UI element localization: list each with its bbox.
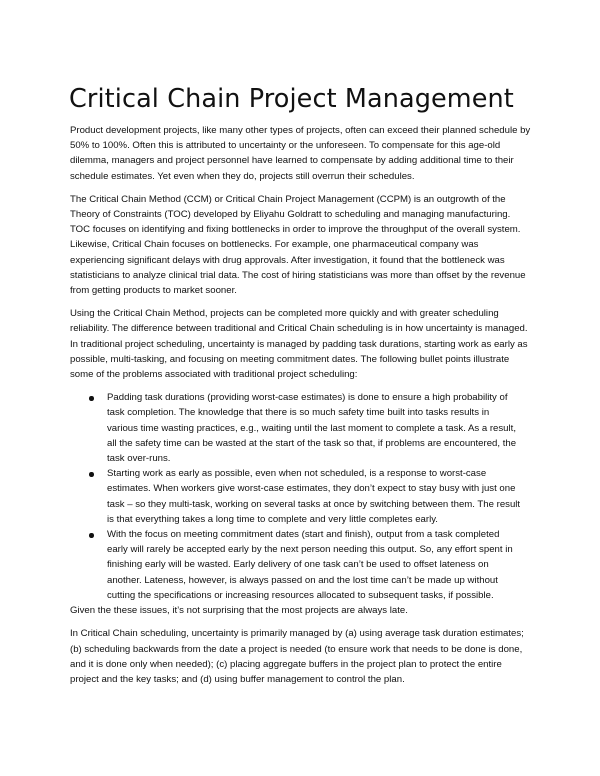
ccm-definition-paragraph: The Critical Chain Method (CCM) or Critical Chain Project Management (CCPM) is an outgrowth of the Theory of Constraints (TOC) developed by Eliyahu Goldratt to scheduling and managing manufacturing. TOC focuses on identifying and fixing bottlenecks in order to improve the throughput of the overall system. Likewise, Critical Chain focuses on bottlenecks. For example, one pharmaceutical company was experiencing significant delays with drug approvals. After investigation, it found that the bottleneck was statisticians to analyze clinical trial data. The cost of hiring statisticians was more than offset by the revenue from getting products to market sooner.: [70, 193, 526, 297]
document-page: [70, 0, 532, 687]
bullet-text: Padding task durations (providing worst-case estimates) is done to ensure a high probability of task completion. The knowledge that there is so much safety time built into tasks results in various time wasting practices, e.g., waiting until the last moment to complete a task. As a result, all the safety time can be wasted at the start of the task so that, if problems are encountered, the task over-runs.: [107, 392, 517, 465]
bullet-icon: [89, 533, 94, 538]
bullet-item-padding: [107, 390, 521, 466]
bullet-icon: [89, 472, 94, 477]
bullet-text: Starting work as early as possible, even when not scheduled, is a response to worst-case estimates. When workers give worst-case estimates, they don’t expect to stay busy with just one task – so they multi-task, working on several tasks at once by switching between them. The result is that everything takes a long time to complete and very little completes early.: [107, 468, 521, 525]
bullet-item-early-start: [107, 466, 521, 527]
intro-paragraph: Product development projects, like many other types of projects, often can exceed their planned schedule by 50% to 100%. Often this is attributed to uncertainty or the unforeseen. To compensate for this age-old dilemma, managers and project personnel have learned to compensate by adding additional time to their schedule estimates. Yet even when they do, projects still overrun their schedules.: [70, 125, 531, 182]
document-title: Critical Chain Project Management: [69, 84, 514, 114]
bullet-text: With the focus on meeting commitment dates (start and finish), output from a task completed early will rarely be accepted early by the next person needing this output. So, any effort spent in finishing early will be wasted. Early delivery of one task can’t be used to offset lateness on another. Lateness, however, is always passed on and the lost time can’t be made up without cutting the specifications or increasing resources allocated to subsequent tasks, if possible.: [107, 529, 513, 601]
bullet-icon: [89, 396, 94, 401]
problems-bullet-list: [70, 390, 532, 603]
summary-sentence: Given the these issues, it’s not surprising that the most projects are always late.: [70, 605, 408, 617]
critical-chain-paragraph: In Critical Chain scheduling, uncertainty is primarily managed by (a) using average task duration estimates; (b) scheduling backwards from the date a project is needed (to ensure work that needs to be done is done, and it is done only when needed); (c) placing aggregate buffers in the project plan to protect the entire project and the key tasks; and (d) using buffer management to control the plan.: [70, 628, 524, 685]
traditional-scheduling-paragraph: Using the Critical Chain Method, projects can be completed more quickly and with greater scheduling reliability. The difference between traditional and Critical Chain scheduling is in how uncertainty is managed. In traditional project scheduling, uncertainty is managed by padding task durations, starting work as early as possible, multi-tasking, and focusing on meeting commitment dates. The following bullet points illustrate some of the problems associated with traditional project scheduling:: [70, 308, 528, 381]
bullet-item-commitment-dates: [107, 527, 521, 603]
